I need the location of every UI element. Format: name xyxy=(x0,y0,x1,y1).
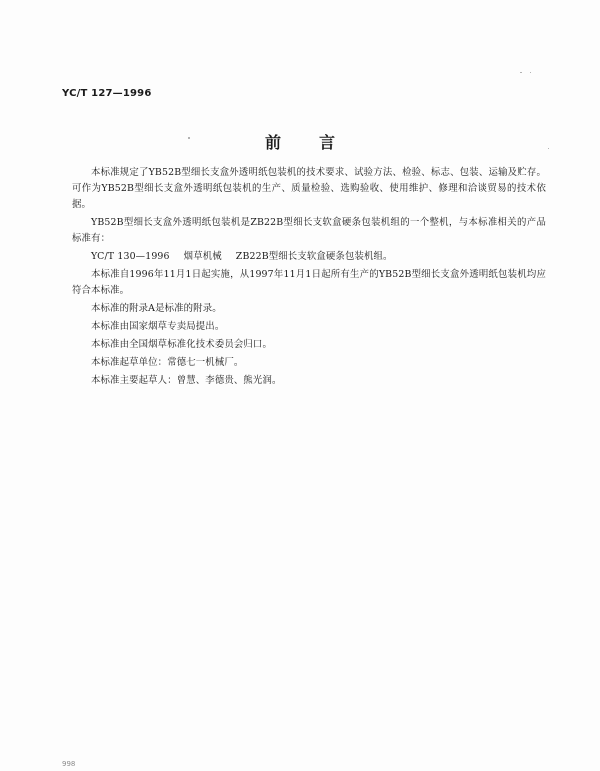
page-number: 998 xyxy=(62,760,76,768)
related-standard-name: ZB22B型细长支软盒硬条包装机组。 xyxy=(235,251,393,262)
paragraph-effective-date: 本标准自1996年11月1日起实施，从1997年11月1日起所有生产的YB52B型细长支盒外透明纸包装机均应符合本标准。 xyxy=(72,269,546,296)
paragraph-related-intro: YB52B型细长支盒外透明纸包装机是ZB22B型细长支软盒硬条包装机组的一个整机，与本标准相关的产品标准有： xyxy=(72,217,546,244)
paragraph-scope: 本标准规定了YB52B型细长支盒外透明纸包装机的技术要求、试验方法、检验、标志、包装、运输及贮存。可作为YB52B型细长支盒外透明纸包装机的生产、质量检验、选购验收、使用维护、修理和洽谈贸易的技术依据。 xyxy=(72,167,546,210)
related-standard-category: 烟草机械 xyxy=(183,251,222,262)
related-standard-entry xyxy=(72,249,546,265)
paragraph-drafters: 本标准主要起草人：曾慧、李德贵、熊光润。 xyxy=(91,375,282,386)
foreword-body xyxy=(72,165,546,391)
paragraph-drafting-unit: 本标准起草单位：常德七一机械厂。 xyxy=(91,357,244,368)
paragraph-proposed-by: 本标准由国家烟草专卖局提出。 xyxy=(91,321,225,332)
paragraph-centralized-by: 本标准由全国烟草标准化技术委员会归口。 xyxy=(91,339,272,350)
scan-speck xyxy=(188,137,190,139)
page-title: 前言 xyxy=(264,133,373,152)
scan-speck xyxy=(520,72,522,73)
paragraph-annex: 本标准的附录A是标准的附录。 xyxy=(91,303,222,314)
scan-speck xyxy=(548,148,549,149)
scan-speck xyxy=(530,72,531,73)
standard-code: YC/T 127—1996 xyxy=(62,88,152,99)
related-standard-code: YC/T 130—1996 xyxy=(91,251,170,262)
